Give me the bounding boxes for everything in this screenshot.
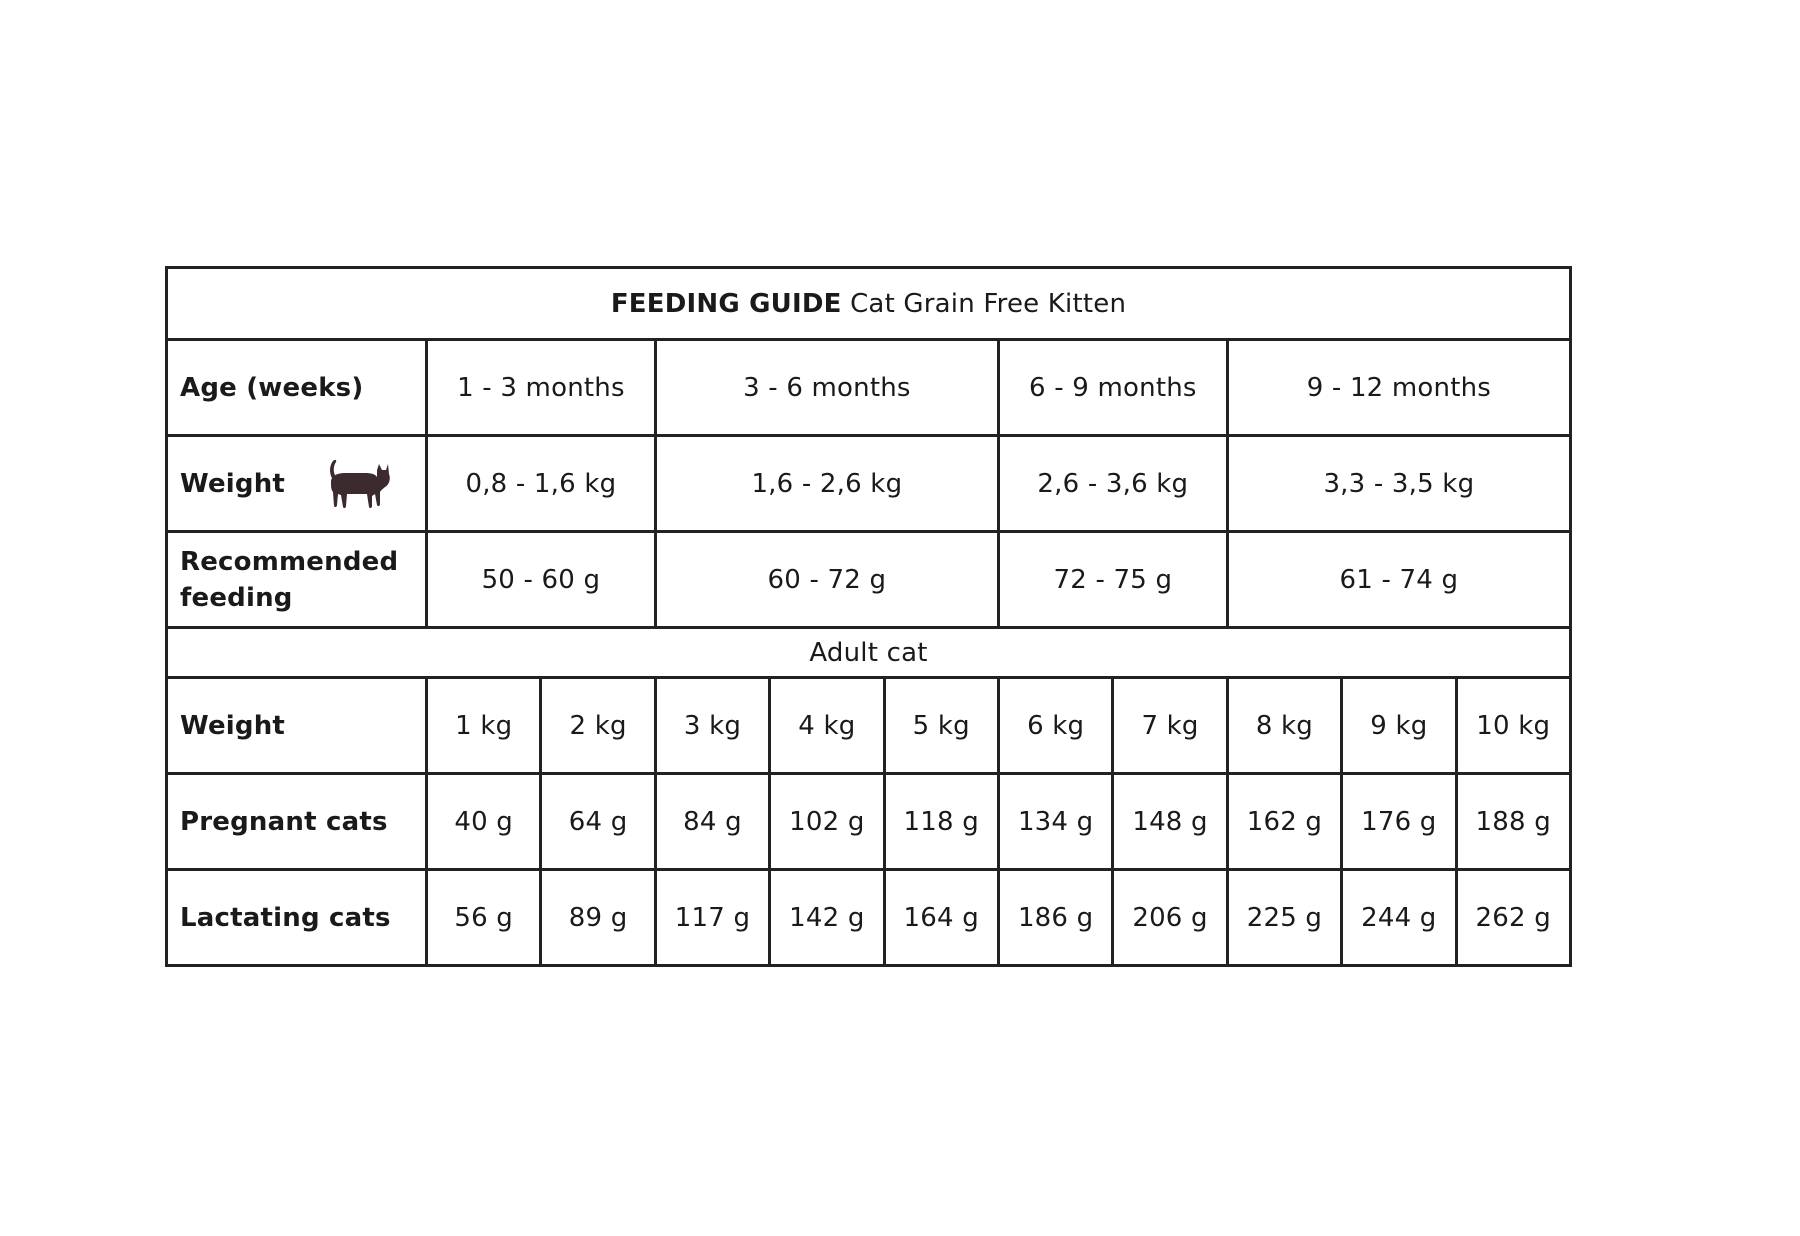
pregnant-cell: 134 g [998,774,1112,870]
adult-cat-section-header: Adult cat [167,628,1571,678]
kitten-age-row [167,340,1571,436]
lactating-cell: 117 g [655,870,769,966]
kitten-feeding-row [167,532,1571,628]
pregnant-cell: 84 g [655,774,769,870]
pregnant-cell: 118 g [884,774,998,870]
lactating-cats-row [167,870,1571,966]
lactating-cell: 206 g [1113,870,1227,966]
kitten-feeding-cell: 60 - 72 g [655,532,998,628]
kitten-weight-cell: 2,6 - 3,6 kg [998,436,1227,532]
lactating-cell: 262 g [1456,870,1570,966]
recommended-feeding-label-cell [167,532,427,628]
title-product: Cat Grain Free Kitten [850,288,1127,319]
kitten-weight-row [167,436,1571,532]
pregnant-cell: 148 g [1113,774,1227,870]
adult-weight-cell: 4 kg [770,678,884,774]
kitten-weight-cell: 3,3 - 3,5 kg [1227,436,1570,532]
adult-weight-cell: 9 kg [1342,678,1456,774]
recommended-feeding-label-line1: Recommended [180,546,399,577]
feeding-guide-table [165,266,1572,967]
kitten-age-cell: 6 - 9 months [998,340,1227,436]
lactating-cell: 89 g [541,870,655,966]
lactating-cell: 186 g [998,870,1112,966]
kitten-age-cell: 1 - 3 months [427,340,656,436]
pregnant-cats-label: Pregnant cats [167,774,427,870]
adult-weight-cell: 1 kg [427,678,541,774]
kitten-feeding-cell: 50 - 60 g [427,532,656,628]
adult-weight-label: Weight [167,678,427,774]
lactating-cats-label: Lactating cats [167,870,427,966]
kitten-feeding-cell: 72 - 75 g [998,532,1227,628]
pregnant-cell: 64 g [541,774,655,870]
lactating-cell: 164 g [884,870,998,966]
kitten-feeding-cell: 61 - 74 g [1227,532,1570,628]
adult-weight-row [167,678,1571,774]
adult-weight-cell: 6 kg [998,678,1112,774]
pregnant-cell: 40 g [427,774,541,870]
kitten-weight-cell: 1,6 - 2,6 kg [655,436,998,532]
recommended-feeding-label-line2: feeding [180,582,293,613]
cat-icon [325,452,393,516]
kitten-age-cell: 3 - 6 months [655,340,998,436]
adult-weight-cell: 3 kg [655,678,769,774]
lactating-cell: 244 g [1342,870,1456,966]
pregnant-cell: 162 g [1227,774,1341,870]
adult-weight-cell: 5 kg [884,678,998,774]
kitten-age-cell: 9 - 12 months [1227,340,1570,436]
kitten-weight-label: Weight [180,468,286,499]
lactating-cell: 142 g [770,870,884,966]
age-label: Age (weeks) [167,340,427,436]
title-strong: FEEDING GUIDE [610,288,842,319]
pregnant-cell: 176 g [1342,774,1456,870]
lactating-cell: 56 g [427,870,541,966]
pregnant-cats-row [167,774,1571,870]
lactating-cell: 225 g [1227,870,1341,966]
adult-weight-cell: 2 kg [541,678,655,774]
pregnant-cell: 188 g [1456,774,1570,870]
kitten-weight-cell: 0,8 - 1,6 kg [427,436,656,532]
adult-weight-cell: 10 kg [1456,678,1570,774]
adult-weight-cell: 8 kg [1227,678,1341,774]
adult-weight-cell: 7 kg [1113,678,1227,774]
pregnant-cell: 102 g [770,774,884,870]
kitten-weight-label-cell [167,436,427,532]
table-title [167,268,1571,340]
